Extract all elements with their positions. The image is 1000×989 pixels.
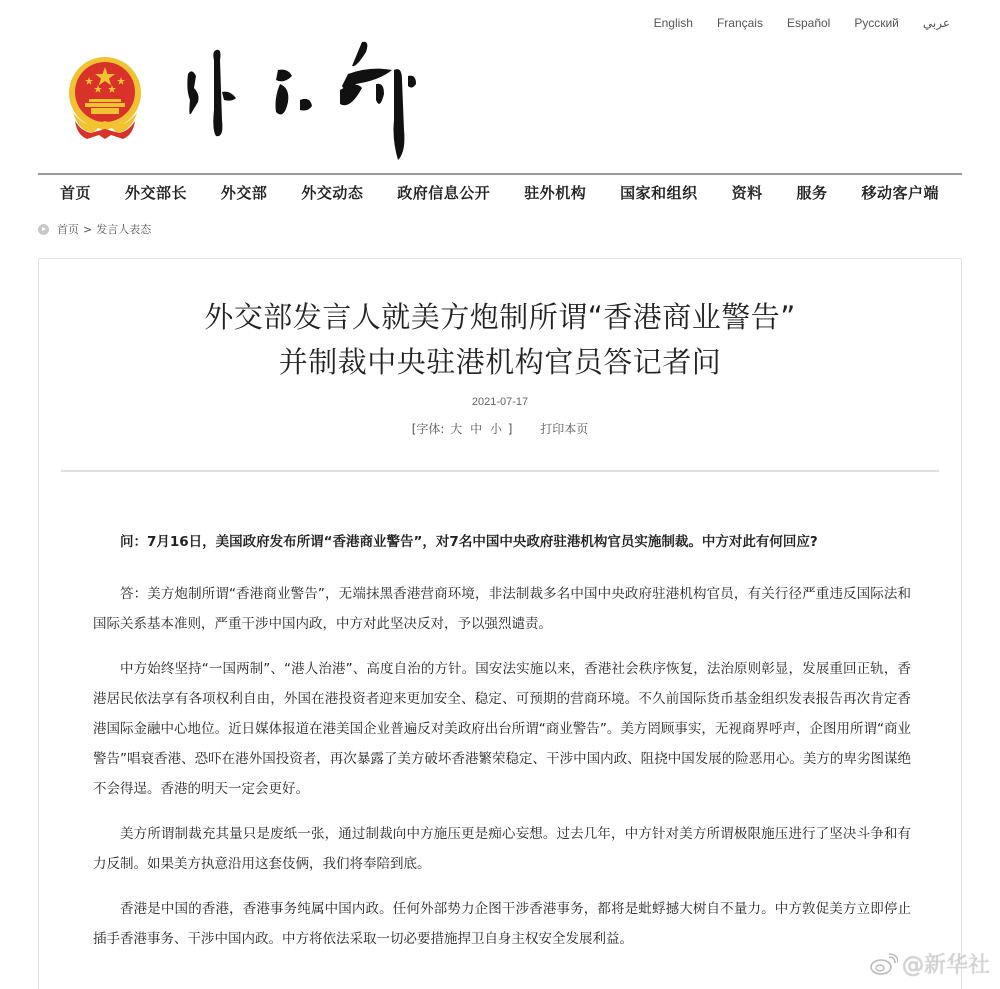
article-body	[93, 527, 911, 969]
question-paragraph: 问：7月16日，美国政府发布所谓“香港商业警告”，对7名中国中央政府驻港机构官员实施制裁。中方对此有何回应?	[120, 534, 818, 550]
watermark-text: @新华社	[901, 953, 990, 978]
breadcrumb-arrow-icon	[38, 224, 49, 235]
nav-item-gov-info[interactable]: 政府信息公开	[397, 184, 491, 202]
font-size-label-close: ]	[507, 422, 513, 436]
body-paragraph: 中方始终坚持“一国两制”、“港人治港”、高度自治的方针。国安法实施以来，香港社会秩序恢复，法治原则彰显，发展重回正轨，香港居民依法享有各项权利自由，外国在港投资者迎来更加安全、稳定、可预期的营商环境。不久前国际货币基金组织发表报告再次肯定香港国际金融中心地位。近日媒体报道在港美国企业普遍反对美政府出台所谓“商业警告”。美方罔顾事实，无视商界呼声，企图用所谓“商业警告”唱衰香港、恐吓在港外国投资者，再次暴露了美方破坏香港繁荣稳定、干涉中国内政、阻挠中国发展的险恶用心。美方的卑劣图谋绝不会得逞。香港的明天一定会更好。	[93, 661, 911, 797]
font-size-small-button[interactable]: 小	[489, 422, 502, 436]
lang-french[interactable]: Français	[716, 16, 763, 30]
body-paragraph: 香港是中国的香港，香港事务纯属中国内政。任何外部势力企图干涉香港事务，都将是蚍蜉撼大树自不量力。中方敦促美方立即停止插手香港事务、干涉中国内政。中方将依法采取一切必要措施捍卫自身主权安全发展利益。	[93, 901, 911, 947]
site-logo-calligraphy[interactable]	[180, 40, 440, 165]
nav-item-missions[interactable]: 驻外机构	[524, 184, 587, 202]
article-panel	[38, 258, 962, 989]
nav-item-ministry[interactable]: 外交部	[220, 184, 268, 202]
article-title-line1: 外交部发言人就美方炮制所谓“香港商业警告”	[204, 300, 796, 334]
article-tools	[39, 420, 961, 437]
nav-item-countries[interactable]: 国家和组织	[620, 184, 698, 202]
article-date: 2021-07-17	[471, 396, 529, 408]
breadcrumb-current[interactable]: 发言人表态	[96, 223, 152, 236]
lang-arabic[interactable]: عربي	[922, 16, 950, 30]
nav-item-home[interactable]: 首页	[60, 184, 92, 202]
font-size-controls	[412, 422, 517, 436]
weibo-icon	[870, 953, 898, 975]
main-nav	[38, 182, 962, 206]
breadcrumb-separator: >	[83, 222, 93, 236]
language-switcher	[630, 16, 950, 30]
nav-item-activities[interactable]: 外交动态	[301, 184, 364, 202]
nav-divider	[38, 173, 962, 175]
nav-item-resources[interactable]: 资料	[731, 184, 763, 202]
font-size-label-open: [字体:	[411, 422, 445, 436]
national-emblem-icon[interactable]	[65, 55, 145, 141]
article-title	[39, 295, 961, 385]
nav-item-services[interactable]: 服务	[796, 184, 828, 202]
nav-item-mobile[interactable]: 移动客户端	[861, 184, 939, 202]
body-paragraph: 美方所谓制裁充其量只是废纸一张，通过制裁向中方施压更是痴心妄想。过去几年，中方针对美方所谓极限施压进行了坚决斗争和有力反制。如果美方执意沿用这套伎俩，我们将奉陪到底。	[93, 826, 911, 872]
nav-item-minister[interactable]: 外交部长	[124, 184, 187, 202]
print-page-button[interactable]: 打印本页	[540, 422, 589, 436]
article-title-line2: 并制裁中央驻港机构官员答记者问	[278, 345, 722, 379]
font-size-large-button[interactable]: 大	[450, 422, 463, 436]
lang-english[interactable]: English	[653, 16, 693, 30]
answer-paragraph: 答：美方炮制所谓“香港商业警告”，无端抹黑香港营商环境，非法制裁多名中国中央政府驻港机构官员，有关行径严重违反国际法和国际关系基本准则，严重干涉中国内政，中方对此坚决反对，予以强烈谴责。	[93, 586, 911, 632]
lang-spanish[interactable]: Español	[786, 16, 831, 30]
article-divider	[61, 470, 939, 472]
breadcrumb	[38, 221, 151, 237]
xinhua-watermark	[870, 948, 990, 979]
font-size-medium-button[interactable]: 中	[470, 422, 483, 436]
lang-russian[interactable]: Русский	[854, 16, 899, 30]
site-header	[60, 40, 460, 170]
breadcrumb-home[interactable]: 首页	[57, 223, 79, 236]
